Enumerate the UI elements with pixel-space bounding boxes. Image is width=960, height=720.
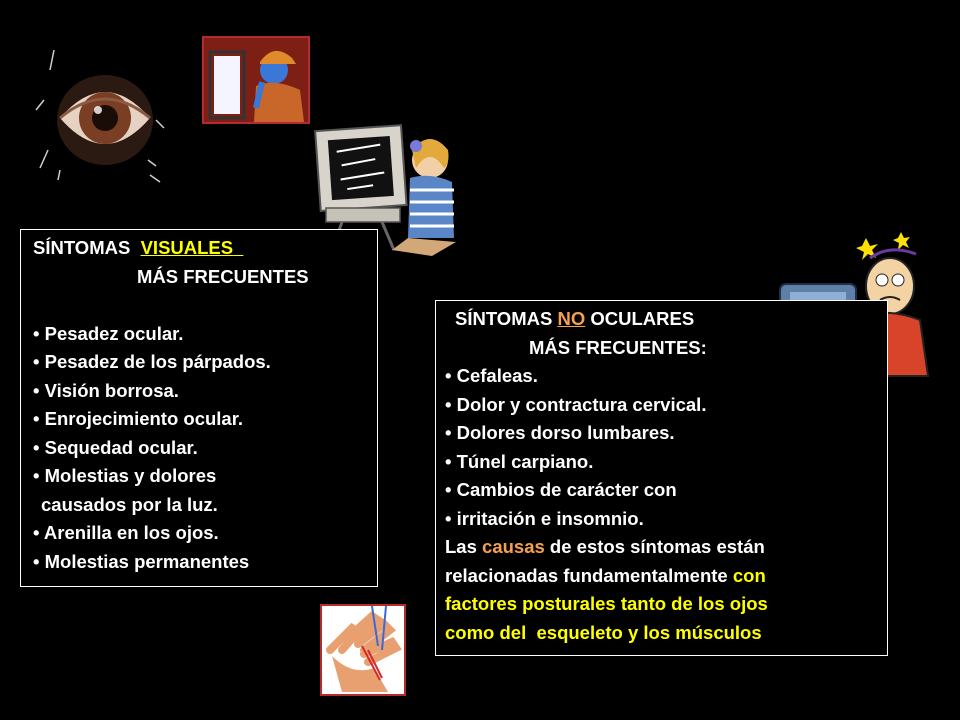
list-item: • Molestias permanentes xyxy=(33,550,250,572)
list-item: • Cambios de carácter con xyxy=(445,479,677,500)
causes-text: relacionadas fundamentalmente xyxy=(445,564,728,586)
boy-at-monitor-illustration xyxy=(202,36,310,124)
causes-highlight: causas xyxy=(482,536,545,557)
visual-symptoms-box xyxy=(20,229,378,587)
list-item: • Visión borrosa. xyxy=(33,379,179,401)
list-item: • Túnel carpiano. xyxy=(445,450,594,472)
list-item: • Sequedad ocular. xyxy=(33,436,198,458)
causes-paragraph-line: factores posturales tanto de los ojos xyxy=(445,593,768,614)
nonocular-title-suffix: OCULARES xyxy=(590,308,695,329)
nonocular-box-subtitle: MÁS FRECUENTES: xyxy=(529,336,707,358)
causes-text: de estos síntomas están xyxy=(549,536,765,557)
list-item: • Molestias y dolores xyxy=(33,465,217,486)
causes-paragraph-line xyxy=(445,533,887,562)
list-item: • Pesadez de los párpados. xyxy=(33,351,271,372)
visual-title-highlight: VISUALES xyxy=(140,237,234,258)
list-item: • Arenilla en los ojos. xyxy=(33,522,219,543)
list-item: • Enrojecimiento ocular. xyxy=(33,408,244,429)
nonocular-title-prefix: SÍNTOMAS xyxy=(455,308,553,329)
nonocular-symptoms-box xyxy=(435,300,888,656)
list-item: causados por la luz. xyxy=(41,493,218,515)
visual-title-prefix: SÍNTOMAS xyxy=(33,237,131,258)
con-highlight: con xyxy=(732,564,766,586)
causes-text: Las xyxy=(445,536,477,557)
list-item: • Dolores dorso lumbares. xyxy=(445,422,675,443)
causes-paragraph-line xyxy=(445,562,887,591)
nonocular-title-highlight: NO xyxy=(557,308,586,329)
causes-paragraph-line: como del esqueleto y los músculos xyxy=(445,621,762,643)
list-item: • irritación e insomnio. xyxy=(445,507,644,529)
list-item: • Pesadez ocular. xyxy=(33,322,184,344)
visual-box-title xyxy=(33,234,377,263)
nonocular-box-title xyxy=(445,305,887,334)
list-item: • Dolor y contractura cervical. xyxy=(445,393,707,415)
eye-illustration xyxy=(30,40,170,190)
hand-carpal-tunnel-illustration xyxy=(320,604,406,696)
visual-box-subtitle: MÁS FRECUENTES xyxy=(137,265,309,287)
list-item: • Cefaleas. xyxy=(445,365,538,386)
